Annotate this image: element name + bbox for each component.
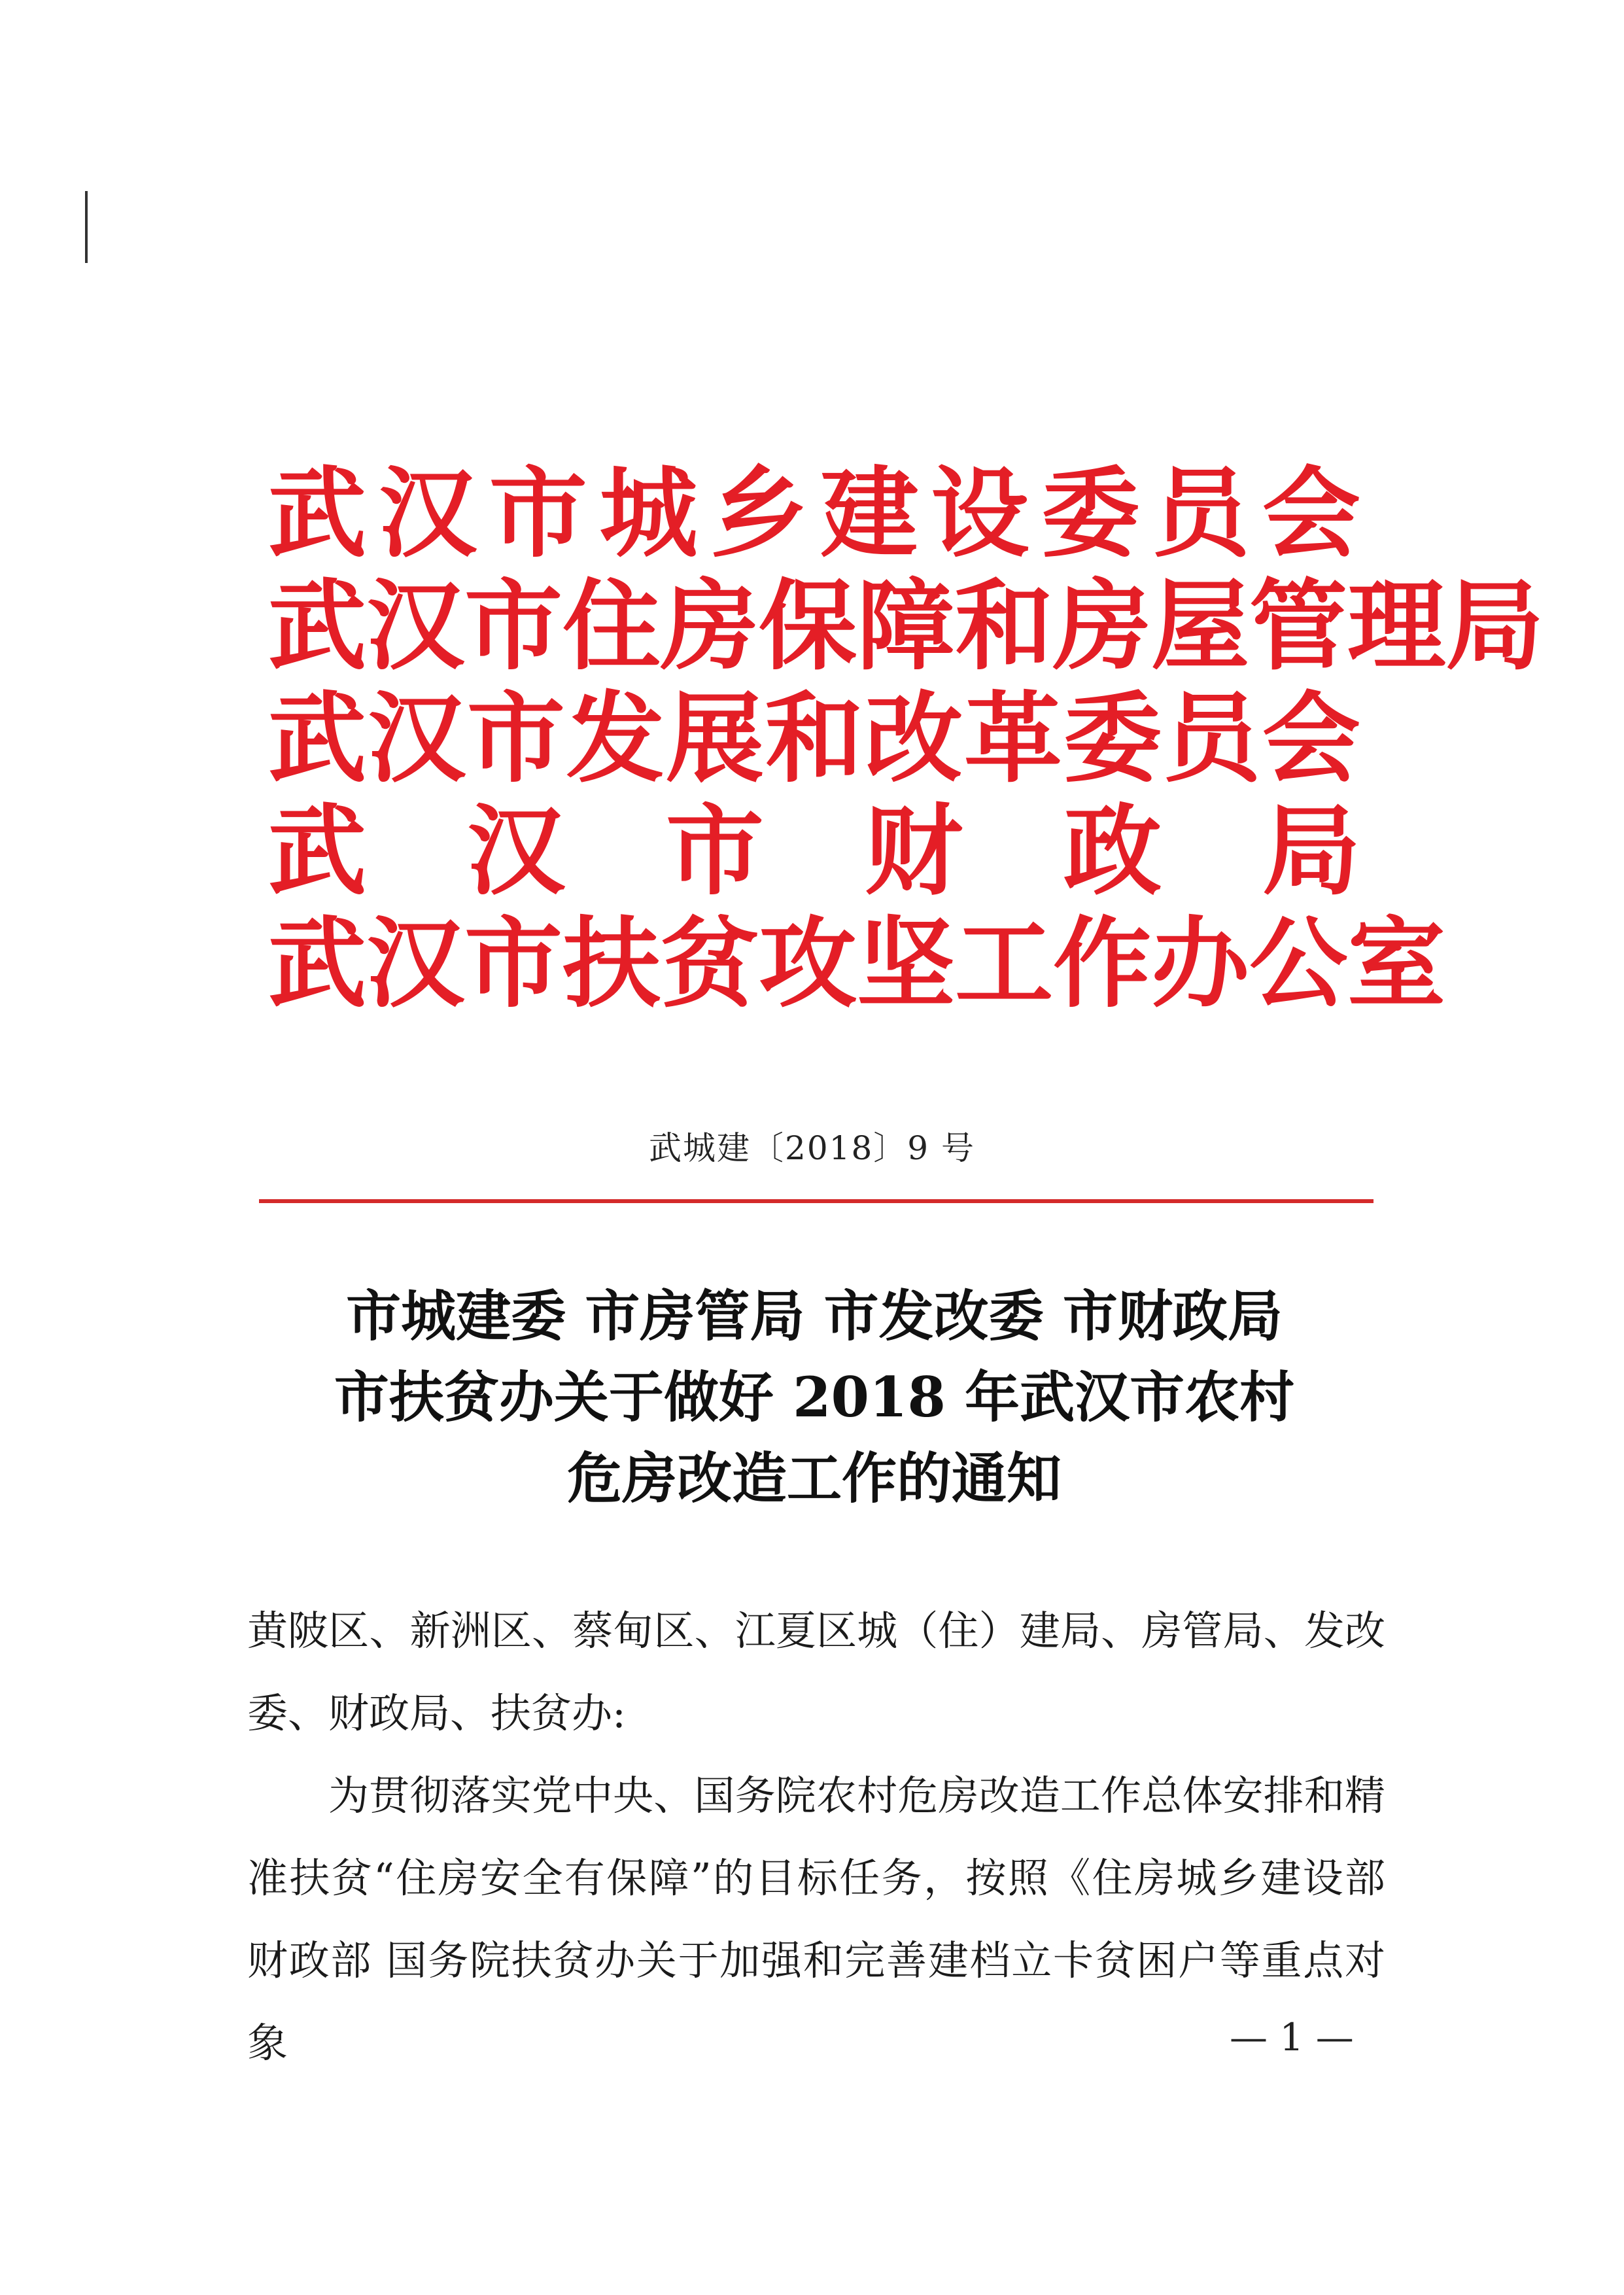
issuer-char: 攻 — [759, 907, 857, 1021]
issuing-authorities-header — [268, 457, 1544, 1021]
issuer-char: 展 — [665, 682, 764, 796]
issuer-char: 武 — [268, 907, 367, 1021]
binding-mark — [85, 191, 88, 263]
issuer-char: 市 — [489, 457, 587, 571]
issuer-char: 贫 — [661, 907, 759, 1021]
issuer-char: 扶 — [562, 907, 661, 1021]
title-line-3: 危房改造工作的通知 — [566, 1446, 1062, 1511]
issuer-char: 局 — [1262, 795, 1360, 909]
issuer-char: 市 — [464, 907, 563, 1021]
issuer-char: 城 — [599, 457, 698, 571]
issuer-char: 市 — [464, 570, 563, 684]
issuer-char: 发 — [566, 682, 665, 796]
title-line-2: 市扶贫办关于做好 2018 年武汉市农村 — [334, 1365, 1295, 1429]
title-line-1: 市城建委 市房管局 市发改委 市财政局 — [346, 1284, 1283, 1348]
issuer-char: 公 — [1249, 907, 1348, 1021]
issuer-char: 会 — [1262, 457, 1360, 571]
issuer-char: 屋 — [1151, 570, 1250, 684]
issuer-char: 建 — [820, 457, 919, 571]
issuer-char: 员 — [1152, 457, 1251, 571]
issuer-char: 财 — [864, 795, 963, 909]
body-paragraph: 为贯彻落实党中央、国务院农村危房改造工作总体安排和精准扶贫“住房安全有保障”的目标任务，按照《住房城乡建设部 财政部 国务院扶贫办关于加强和完善建档立卡贫困户等重点对象 — [247, 1772, 1385, 2067]
issuer-char: 市 — [665, 795, 764, 909]
issuer-char: 理 — [1347, 570, 1446, 684]
document-title — [196, 1276, 1432, 1519]
issuer-char: 武 — [268, 682, 367, 796]
body-text — [247, 1590, 1385, 2084]
addressee: 黄陂区、新洲区、蔡甸区、江夏区城（住）建局、房管局、发改委、财政局、扶贫办: — [247, 1607, 1385, 1737]
issuer-char: 委 — [1063, 682, 1162, 796]
issuer-char: 改 — [864, 682, 963, 796]
issuer-char: 汉 — [367, 682, 466, 796]
issuer-char: 住 — [562, 570, 661, 684]
issuer-line — [268, 458, 1360, 570]
issuer-char: 管 — [1249, 570, 1348, 684]
issuer-char: 室 — [1347, 907, 1446, 1021]
page-number: — 1 — — [1230, 2015, 1354, 2059]
issuer-char: 和 — [765, 682, 863, 796]
issuer-char: 委 — [1041, 457, 1140, 571]
issuer-char: 会 — [1262, 682, 1360, 796]
issuer-char: 房 — [1053, 570, 1152, 684]
issuer-char: 政 — [1063, 795, 1162, 909]
issuer-char: 汉 — [378, 457, 477, 571]
issuer-line — [268, 907, 1446, 1021]
issuer-char: 武 — [268, 570, 367, 684]
issuer-line — [268, 796, 1360, 908]
issuer-char: 保 — [759, 570, 857, 684]
issuer-char: 作 — [1053, 907, 1152, 1021]
issuer-char: 汉 — [366, 907, 465, 1021]
issuer-char: 房 — [661, 570, 759, 684]
red-separator-rule — [259, 1199, 1373, 1203]
issuer-char: 乡 — [710, 457, 808, 571]
issuer-char: 市 — [466, 682, 565, 796]
issuer-char: 员 — [1162, 682, 1261, 796]
issuer-char: 坚 — [857, 907, 956, 1021]
issuer-char: 汉 — [366, 570, 465, 684]
issuer-char: 武 — [268, 795, 367, 909]
issuer-char: 和 — [955, 570, 1054, 684]
issuer-line — [268, 570, 1544, 684]
issuer-char: 设 — [931, 457, 1029, 571]
issuer-char: 障 — [857, 570, 956, 684]
issuer-char: 办 — [1151, 907, 1250, 1021]
issuer-char: 汉 — [466, 795, 565, 909]
issuer-char: 革 — [963, 682, 1062, 796]
issuer-char: 工 — [955, 907, 1054, 1021]
issuer-char: 武 — [268, 457, 367, 571]
issuer-line — [268, 683, 1360, 796]
document-number: 武城建〔2018〕9 号 — [649, 1129, 975, 1167]
issuer-char: 局 — [1445, 570, 1544, 684]
